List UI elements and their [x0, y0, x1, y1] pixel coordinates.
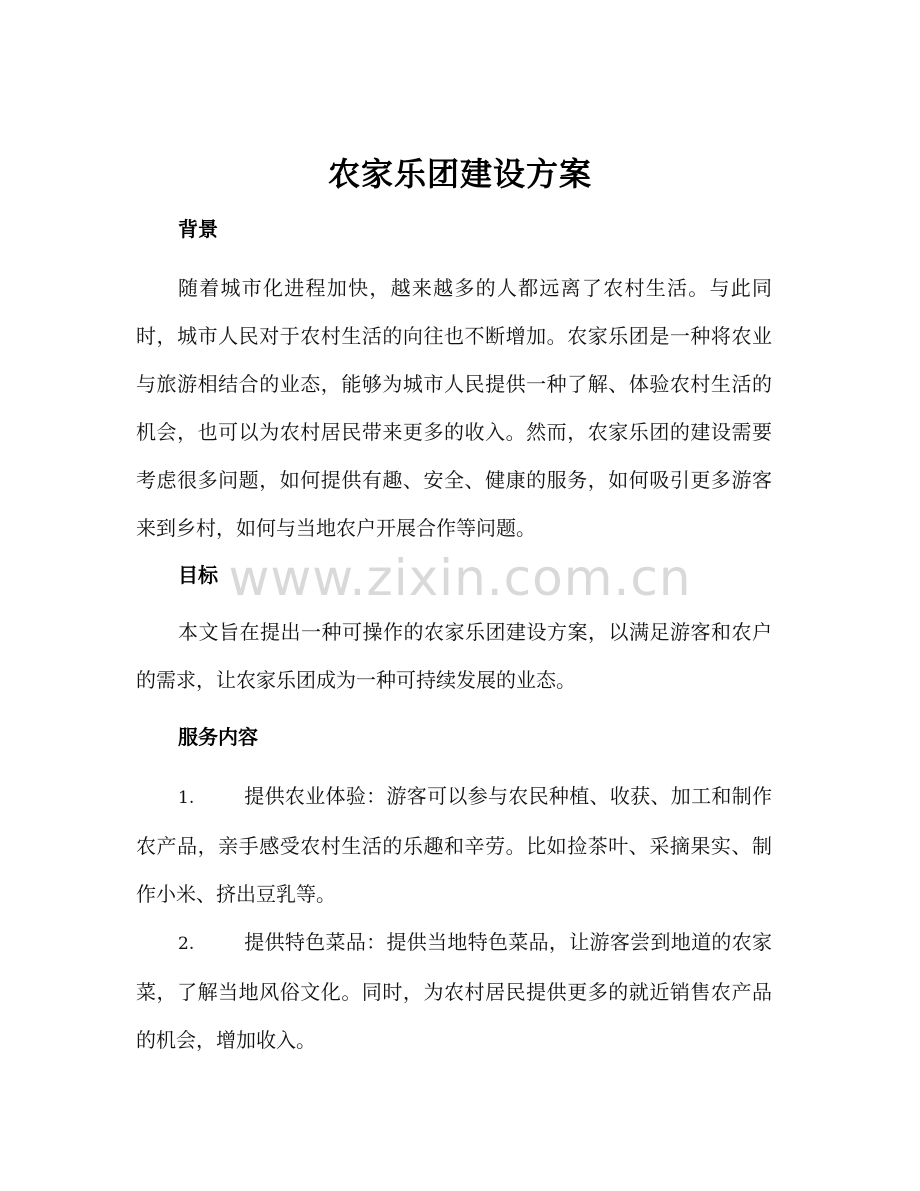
list-item-text: 提供特色菜品：提供当地特色菜品，让游客尝到地道的农家菜，了解当地风俗文化。同时，为农村居民提供更多的就近销售农产品的机会，增加收入。 — [136, 930, 772, 1052]
background-paragraph: 随着城市化进程加快，越来越多的人都远离了农村生活。与此同时，城市人民对于农村生活的向往也不断增加。农家乐团是一种将农业与旅游相结合的业态，能够为城市人民提供一种了解、体验农村生活的机会，也可以为农村居民带来更多的收入。然而，农家乐团的建设需要考虑很多问题，如何提供有趣、安全、健康的服务，如何吸引更多游客来到乡村，如何与当地农户开展合作等问题。 — [136, 276, 772, 540]
list-item — [136, 918, 772, 1064]
goal-paragraph: 本文旨在提出一种可操作的农家乐团建设方案，以满足游客和农户的需求，让农家乐团成为一种可持续发展的业态。 — [136, 620, 772, 692]
list-item-number: 2. — [178, 934, 195, 954]
page-title: 农家乐团建设方案 — [327, 155, 592, 193]
section-heading-goal: 目标 — [178, 563, 218, 587]
list-item-text: 提供农业体验：游客可以参与农民种植、收获、加工和制作农产品，亲手感受农村生活的乐趣和辛劳。比如捡茶叶、采摘果实、制作小米、挤出豆乳等。 — [136, 784, 772, 906]
list-item — [136, 772, 772, 918]
section-heading-services: 服务内容 — [178, 725, 258, 749]
list-item-number: 1. — [178, 788, 195, 808]
watermark: www.zixin.com.cn — [228, 549, 692, 607]
section-heading-background: 背景 — [178, 217, 218, 241]
